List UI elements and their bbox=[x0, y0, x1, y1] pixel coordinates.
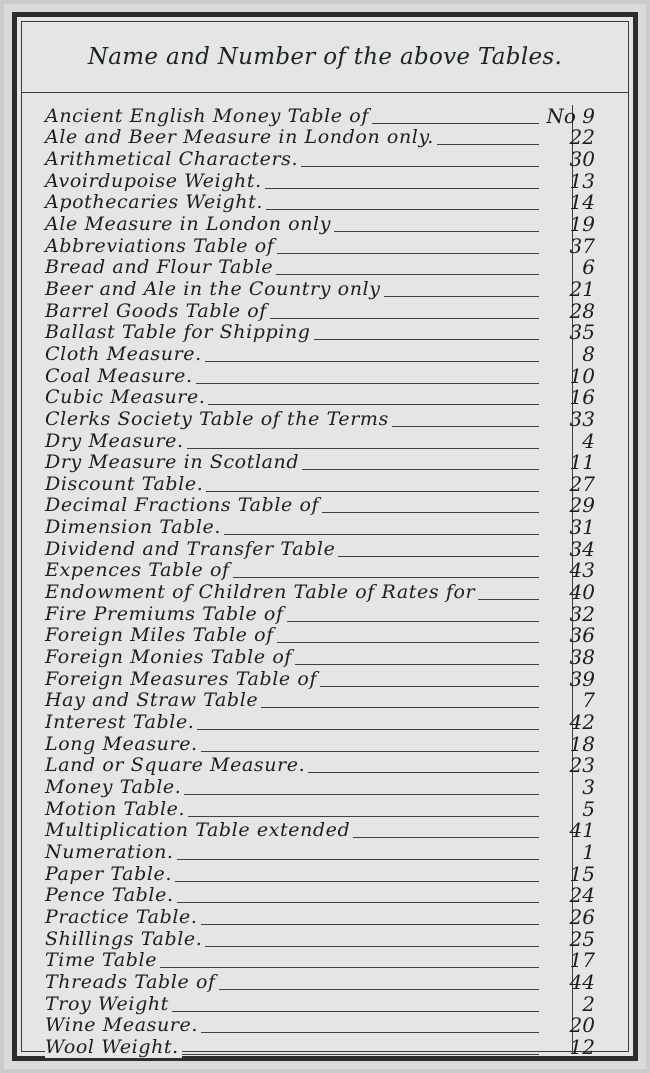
table-name: Foreign Measures Table of bbox=[45, 669, 320, 690]
table-name: Land or Square Measure. bbox=[45, 755, 308, 776]
table-name: Endowment of Children Table of Rates for bbox=[45, 582, 478, 603]
table-name: Numeration. bbox=[45, 842, 177, 863]
table-row bbox=[45, 950, 595, 972]
table-name: Interest Table. bbox=[45, 712, 197, 733]
leader-line bbox=[266, 208, 539, 210]
table-name: Fire Premiums Table of bbox=[45, 604, 287, 625]
page-title: Name and Number of the above Tables. bbox=[87, 44, 563, 70]
table-row bbox=[45, 365, 595, 387]
table-number: 39 bbox=[569, 666, 595, 691]
leader-line bbox=[301, 165, 539, 167]
table-number: 42 bbox=[569, 710, 595, 735]
table-row bbox=[45, 300, 595, 322]
table-row bbox=[45, 343, 595, 365]
table-name: Abbreviations Table of bbox=[45, 236, 277, 257]
table-number: 36 bbox=[569, 623, 595, 648]
leader-line bbox=[182, 1053, 539, 1055]
table-number: 16 bbox=[569, 385, 595, 410]
table-row bbox=[45, 430, 595, 452]
table-number: 44 bbox=[569, 969, 595, 994]
leader-line bbox=[384, 295, 539, 297]
leader-line bbox=[205, 945, 539, 947]
table-number: 17 bbox=[569, 948, 595, 973]
table-name: Wine Measure. bbox=[45, 1015, 201, 1036]
table-row bbox=[45, 127, 595, 149]
table-number: 2 bbox=[582, 991, 595, 1016]
leader-line bbox=[308, 771, 539, 773]
outer-border bbox=[12, 12, 638, 1061]
table-name: Ale Measure in London only bbox=[45, 214, 334, 235]
leader-line bbox=[338, 555, 539, 557]
table-row bbox=[45, 906, 595, 928]
leader-line bbox=[295, 663, 539, 665]
table-name: Ancient English Money Table of bbox=[45, 106, 372, 127]
table-row bbox=[45, 885, 595, 907]
table-number: 8 bbox=[582, 341, 595, 366]
table-number: 7 bbox=[582, 688, 595, 713]
leader-line bbox=[184, 793, 539, 795]
table-name: Foreign Monies Table of bbox=[45, 647, 295, 668]
table-row bbox=[45, 495, 595, 517]
leader-line bbox=[265, 187, 539, 189]
table-number: 38 bbox=[569, 645, 595, 670]
table-row bbox=[45, 733, 595, 755]
table-number: 34 bbox=[569, 536, 595, 561]
table-number: 21 bbox=[569, 276, 595, 301]
table-name: Paper Table. bbox=[45, 864, 175, 885]
table-number: 43 bbox=[569, 558, 595, 583]
table-name: Cubic Measure. bbox=[45, 387, 208, 408]
table-row bbox=[45, 560, 595, 582]
leader-line bbox=[206, 490, 539, 492]
table-number: 37 bbox=[569, 233, 595, 258]
table-name: Dividend and Transfer Table bbox=[45, 539, 338, 560]
table-row bbox=[45, 1015, 595, 1037]
table-name: Pence Table. bbox=[45, 885, 177, 906]
table-name: Hay and Straw Table bbox=[45, 690, 261, 711]
leader-line bbox=[277, 252, 539, 254]
table-number: 29 bbox=[569, 493, 595, 518]
leader-line bbox=[287, 620, 539, 622]
table-number: 23 bbox=[569, 753, 595, 778]
table-name: Time Table bbox=[45, 950, 160, 971]
table-row bbox=[45, 170, 595, 192]
table-row bbox=[45, 452, 595, 474]
table-name: Ale and Beer Measure in London only. bbox=[45, 127, 437, 148]
table-name: Multiplication Table extended bbox=[45, 820, 353, 841]
leader-line bbox=[219, 988, 539, 990]
leader-line bbox=[320, 685, 539, 687]
table-number: 28 bbox=[569, 298, 595, 323]
table-row bbox=[45, 213, 595, 235]
leader-line bbox=[314, 338, 539, 340]
table-number: 31 bbox=[569, 515, 595, 540]
table-number: 4 bbox=[582, 428, 595, 453]
table-name: Expences Table of bbox=[45, 560, 233, 581]
table-number: 26 bbox=[569, 904, 595, 929]
leader-line bbox=[177, 858, 539, 860]
leader-line bbox=[334, 230, 539, 232]
table-row bbox=[45, 668, 595, 690]
leader-line bbox=[276, 273, 539, 275]
leader-line bbox=[177, 901, 539, 903]
table-row bbox=[45, 711, 595, 733]
leader-line bbox=[437, 143, 539, 145]
table-row bbox=[45, 538, 595, 560]
table-number: 5 bbox=[582, 796, 595, 821]
table-name: Dry Measure in Scotland bbox=[45, 452, 302, 473]
table-number: 3 bbox=[582, 775, 595, 799]
leader-line bbox=[197, 728, 539, 730]
leader-line bbox=[175, 880, 539, 882]
table-row bbox=[45, 408, 595, 430]
table-row bbox=[45, 776, 595, 798]
table-number: 10 bbox=[569, 363, 595, 388]
table-number: 1 bbox=[582, 839, 595, 864]
table-name: Avoirdupoise Weight. bbox=[45, 171, 265, 192]
leader-line bbox=[201, 923, 539, 925]
table-name: Cloth Measure. bbox=[45, 344, 205, 365]
leader-line bbox=[187, 447, 539, 449]
table-list bbox=[45, 105, 595, 1058]
table-number: 41 bbox=[569, 818, 595, 843]
table-number: 11 bbox=[569, 450, 595, 475]
table-name: Troy Weight bbox=[45, 994, 172, 1015]
table-name: Arithmetical Characters. bbox=[45, 149, 301, 170]
leader-line bbox=[201, 1031, 539, 1033]
leader-line bbox=[160, 966, 539, 968]
table-row bbox=[45, 755, 595, 777]
table-name: Coal Measure. bbox=[45, 366, 196, 387]
table-number: 14 bbox=[569, 190, 595, 215]
leader-line bbox=[201, 750, 539, 752]
table-name: Shillings Table. bbox=[45, 929, 205, 950]
table-name: Clerks Society Table of the Terms bbox=[45, 409, 392, 430]
leader-line bbox=[188, 815, 539, 817]
table-name: Foreign Miles Table of bbox=[45, 625, 277, 646]
table-number: 6 bbox=[582, 255, 595, 280]
leader-line bbox=[302, 468, 539, 470]
table-number: 32 bbox=[569, 601, 595, 626]
table-row bbox=[45, 690, 595, 712]
leader-line bbox=[372, 122, 539, 124]
leader-line bbox=[205, 360, 539, 362]
table-number: 15 bbox=[569, 861, 595, 886]
leader-line bbox=[233, 576, 539, 578]
table-row bbox=[45, 1036, 595, 1058]
leader-line bbox=[277, 641, 539, 643]
table-row bbox=[45, 971, 595, 993]
table-number: 35 bbox=[569, 320, 595, 345]
table-row bbox=[45, 928, 595, 950]
table-row bbox=[45, 192, 595, 214]
table-name: Discount Table. bbox=[45, 474, 206, 495]
table-number: 20 bbox=[569, 1013, 595, 1038]
table-number: 30 bbox=[569, 146, 595, 171]
table-row bbox=[45, 516, 595, 538]
table-name: Barrel Goods Table of bbox=[45, 301, 270, 322]
table-row bbox=[45, 473, 595, 495]
table-number: 19 bbox=[569, 211, 595, 236]
printed-page bbox=[4, 4, 646, 1069]
table-number: No 9 bbox=[546, 103, 595, 128]
table-name: Long Measure. bbox=[45, 734, 201, 755]
leader-line bbox=[322, 511, 539, 513]
table-name: Money Table. bbox=[45, 777, 184, 798]
table-name: Dry Measure. bbox=[45, 431, 187, 452]
table-row bbox=[45, 798, 595, 820]
leader-line bbox=[224, 533, 539, 535]
leader-line bbox=[353, 836, 539, 838]
table-name: Decimal Fractions Table of bbox=[45, 495, 322, 516]
table-number: 25 bbox=[569, 926, 595, 951]
table-name: Wool Weight. bbox=[45, 1037, 182, 1058]
table-name: Apothecaries Weight. bbox=[45, 192, 266, 213]
table-header bbox=[22, 22, 628, 93]
table-row bbox=[45, 105, 595, 127]
table-row bbox=[45, 863, 595, 885]
table-name: Practice Table. bbox=[45, 907, 201, 928]
table-row bbox=[45, 278, 595, 300]
table-number: 27 bbox=[569, 471, 595, 496]
table-name: Beer and Ale in the Country only bbox=[45, 279, 384, 300]
table-name: Dimension Table. bbox=[45, 517, 224, 538]
table-row bbox=[45, 387, 595, 409]
table-row bbox=[45, 625, 595, 647]
table-name: Motion Table. bbox=[45, 799, 188, 820]
table-row bbox=[45, 322, 595, 344]
table-number: 18 bbox=[569, 731, 595, 756]
table-name: Ballast Table for Shipping bbox=[45, 322, 314, 343]
table-row bbox=[45, 581, 595, 603]
table-row bbox=[45, 841, 595, 863]
table-number: 12 bbox=[569, 1034, 595, 1059]
table-row bbox=[45, 646, 595, 668]
table-number: 24 bbox=[569, 883, 595, 908]
leader-line bbox=[270, 317, 539, 319]
table-name: Bread and Flour Table bbox=[45, 257, 276, 278]
table-name: Threads Table of bbox=[45, 972, 219, 993]
table-number: 40 bbox=[569, 580, 595, 605]
leader-line bbox=[196, 382, 539, 384]
table-number: 13 bbox=[569, 168, 595, 193]
table-row bbox=[45, 257, 595, 279]
leader-line bbox=[392, 425, 539, 427]
leader-line bbox=[172, 1010, 539, 1012]
leader-line bbox=[478, 598, 539, 600]
table-number: 22 bbox=[569, 125, 595, 150]
leader-line bbox=[208, 403, 539, 405]
table-row bbox=[45, 235, 595, 257]
table-number: 33 bbox=[569, 406, 595, 431]
table-row bbox=[45, 993, 595, 1015]
table-row bbox=[45, 148, 595, 170]
table-row bbox=[45, 603, 595, 625]
leader-line bbox=[261, 706, 539, 708]
table-row bbox=[45, 820, 595, 842]
